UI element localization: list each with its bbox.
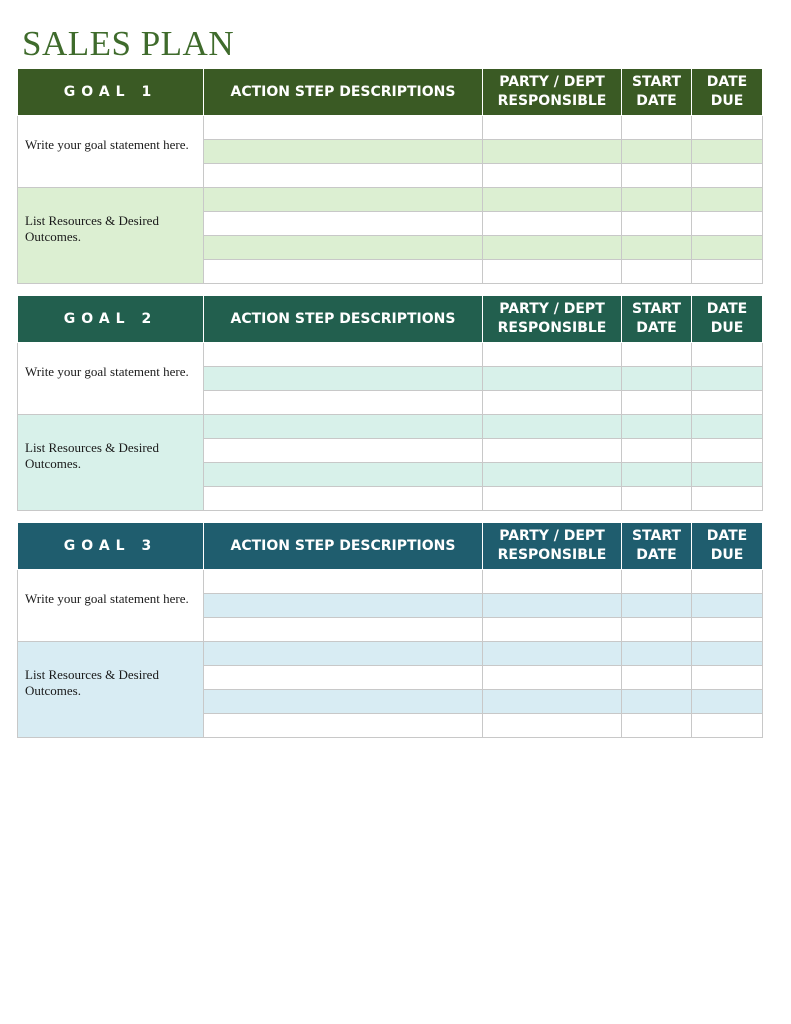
due-date-cell[interactable] — [692, 714, 763, 738]
resources-cell[interactable]: List Resources & Desired Outcomes. — [18, 642, 204, 738]
action-cell[interactable] — [204, 463, 483, 487]
start-date-header: START DATE — [622, 296, 692, 343]
action-cell[interactable] — [204, 164, 483, 188]
due-date-cell[interactable] — [692, 570, 763, 594]
table-row — [18, 343, 763, 367]
goal-header-row — [18, 523, 763, 570]
party-cell[interactable] — [483, 666, 622, 690]
party-cell[interactable] — [483, 570, 622, 594]
start-date-cell[interactable] — [622, 642, 692, 666]
due-date-cell[interactable] — [692, 343, 763, 367]
action-cell[interactable] — [204, 212, 483, 236]
page-title: SALES PLAN — [22, 24, 235, 63]
due-date-cell[interactable] — [692, 260, 763, 284]
table-row — [18, 116, 763, 140]
date-due-header: DATE DUE — [692, 523, 763, 570]
party-cell[interactable] — [483, 367, 622, 391]
start-date-header: START DATE — [622, 523, 692, 570]
due-date-cell[interactable] — [692, 594, 763, 618]
action-cell[interactable] — [204, 140, 483, 164]
party-cell[interactable] — [483, 714, 622, 738]
table-row — [18, 570, 763, 594]
start-date-cell[interactable] — [622, 487, 692, 511]
date-due-header: DATE DUE — [692, 69, 763, 116]
action-cell[interactable] — [204, 487, 483, 511]
action-cell[interactable] — [204, 116, 483, 140]
party-cell[interactable] — [483, 212, 622, 236]
party-cell[interactable] — [483, 415, 622, 439]
start-date-cell[interactable] — [622, 212, 692, 236]
party-cell[interactable] — [483, 618, 622, 642]
party-header: PARTY / DEPT RESPONSIBLE — [483, 523, 622, 570]
goal-statement-cell[interactable]: Write your goal statement here. — [18, 116, 204, 188]
action-header: ACTION STEP DESCRIPTIONS — [204, 69, 483, 116]
action-cell[interactable] — [204, 642, 483, 666]
action-cell[interactable] — [204, 188, 483, 212]
start-date-cell[interactable] — [622, 463, 692, 487]
action-cell[interactable] — [204, 618, 483, 642]
action-cell[interactable] — [204, 391, 483, 415]
action-cell[interactable] — [204, 714, 483, 738]
goal-table-2 — [17, 295, 763, 511]
party-cell[interactable] — [483, 116, 622, 140]
goal-label: GOAL 1 — [18, 69, 204, 116]
action-cell[interactable] — [204, 690, 483, 714]
start-date-cell[interactable] — [622, 666, 692, 690]
start-date-cell[interactable] — [622, 188, 692, 212]
table-row — [18, 188, 763, 212]
party-cell[interactable] — [483, 391, 622, 415]
goal-header-row — [18, 69, 763, 116]
party-cell[interactable] — [483, 439, 622, 463]
resources-cell[interactable]: List Resources & Desired Outcomes. — [18, 415, 204, 511]
start-date-cell[interactable] — [622, 439, 692, 463]
due-date-cell[interactable] — [692, 439, 763, 463]
start-date-cell[interactable] — [622, 367, 692, 391]
due-date-cell[interactable] — [692, 463, 763, 487]
party-cell[interactable] — [483, 260, 622, 284]
action-cell[interactable] — [204, 666, 483, 690]
start-date-cell[interactable] — [622, 343, 692, 367]
date-due-header: DATE DUE — [692, 296, 763, 343]
due-date-cell[interactable] — [692, 642, 763, 666]
due-date-cell[interactable] — [692, 415, 763, 439]
due-date-cell[interactable] — [692, 188, 763, 212]
goal-label: GOAL 2 — [18, 296, 204, 343]
start-date-cell[interactable] — [622, 594, 692, 618]
party-cell[interactable] — [483, 188, 622, 212]
start-date-cell[interactable] — [622, 690, 692, 714]
start-date-cell[interactable] — [622, 164, 692, 188]
table-row — [18, 415, 763, 439]
action-cell[interactable] — [204, 439, 483, 463]
party-cell[interactable] — [483, 164, 622, 188]
start-date-cell[interactable] — [622, 116, 692, 140]
start-date-cell[interactable] — [622, 714, 692, 738]
due-date-cell[interactable] — [692, 140, 763, 164]
due-date-cell[interactable] — [692, 690, 763, 714]
start-date-cell[interactable] — [622, 570, 692, 594]
action-header: ACTION STEP DESCRIPTIONS — [204, 296, 483, 343]
due-date-cell[interactable] — [692, 487, 763, 511]
party-cell[interactable] — [483, 690, 622, 714]
due-date-cell[interactable] — [692, 618, 763, 642]
start-date-cell[interactable] — [622, 391, 692, 415]
action-cell[interactable] — [204, 343, 483, 367]
due-date-cell[interactable] — [692, 212, 763, 236]
start-date-cell[interactable] — [622, 236, 692, 260]
due-date-cell[interactable] — [692, 164, 763, 188]
goal-table-3 — [17, 522, 763, 738]
start-date-cell[interactable] — [622, 618, 692, 642]
due-date-cell[interactable] — [692, 236, 763, 260]
goal-statement-cell[interactable]: Write your goal statement here. — [18, 570, 204, 642]
resources-cell[interactable]: List Resources & Desired Outcomes. — [18, 188, 204, 284]
action-cell[interactable] — [204, 594, 483, 618]
start-date-header: START DATE — [622, 69, 692, 116]
goal-label: GOAL 3 — [18, 523, 204, 570]
action-cell[interactable] — [204, 367, 483, 391]
due-date-cell[interactable] — [692, 116, 763, 140]
goal-statement-cell[interactable]: Write your goal statement here. — [18, 343, 204, 415]
party-cell[interactable] — [483, 463, 622, 487]
due-date-cell[interactable] — [692, 391, 763, 415]
action-cell[interactable] — [204, 570, 483, 594]
start-date-cell[interactable] — [622, 260, 692, 284]
action-cell[interactable] — [204, 236, 483, 260]
due-date-cell[interactable] — [692, 666, 763, 690]
action-header: ACTION STEP DESCRIPTIONS — [204, 523, 483, 570]
party-cell[interactable] — [483, 236, 622, 260]
start-date-cell[interactable] — [622, 140, 692, 164]
goal-header-row — [18, 296, 763, 343]
party-cell[interactable] — [483, 594, 622, 618]
party-header: PARTY / DEPT RESPONSIBLE — [483, 296, 622, 343]
party-cell[interactable] — [483, 642, 622, 666]
party-header: PARTY / DEPT RESPONSIBLE — [483, 69, 622, 116]
due-date-cell[interactable] — [692, 367, 763, 391]
start-date-cell[interactable] — [622, 415, 692, 439]
action-cell[interactable] — [204, 415, 483, 439]
table-row — [18, 642, 763, 666]
action-cell[interactable] — [204, 260, 483, 284]
party-cell[interactable] — [483, 343, 622, 367]
party-cell[interactable] — [483, 140, 622, 164]
goal-table-1 — [17, 68, 763, 284]
party-cell[interactable] — [483, 487, 622, 511]
